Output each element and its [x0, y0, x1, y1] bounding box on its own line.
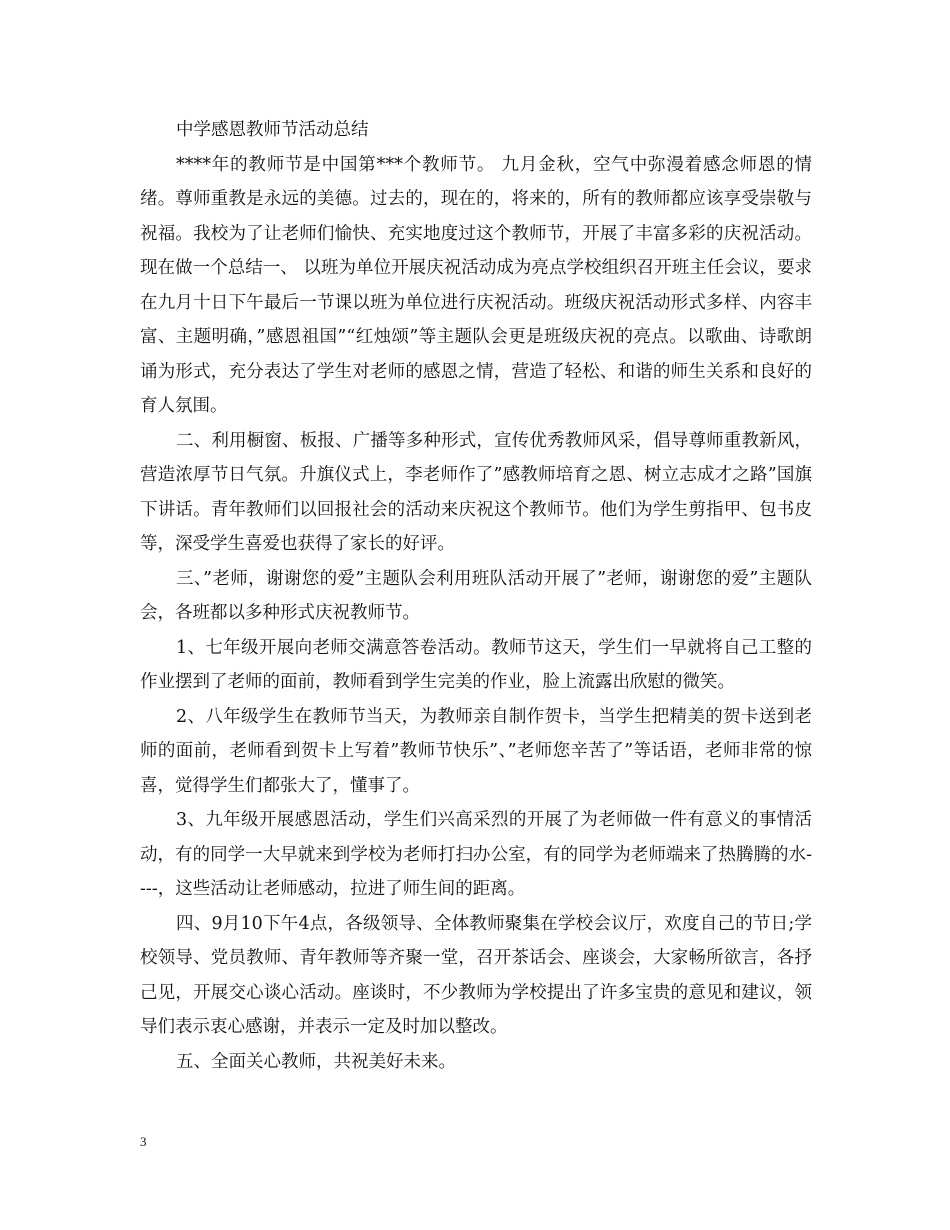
page-number: 3	[140, 1134, 147, 1149]
paragraph-item-3: 3、九年级开展感恩活动，学生们兴高采烈的开展了为老师做一件有意义的事情活动，有的同学一大早就来到学校为老师打扫办公室，有的同学为老师端来了热腾腾的水----，这些活动让老师感动，拉进了师生间的距离。	[140, 810, 812, 899]
paragraph-intro: ****年的教师节是中国第***个教师节。 九月金秋，空气中弥漫着感念师恩的情绪。尊师重教是永远的美德。过去的，现在的，将来的，所有的教师都应该享受崇敬与祝福。我校为了让老师们愉快、充实地度过这个教师节，开展了丰富多彩的庆祝活动。现在做一个总结一、 以班为单位开展庆祝活动成为亮点学校组织召开班主任会议，要求在九月十日下午最后一节课以班为单位进行庆祝活动。班级庆祝活动形式多样、内容丰富、主题明确，”感恩祖国”“红烛颂”等主题队会更是班级庆祝的亮点。以歌曲、诗歌朗诵为形式，充分表达了学生对老师的感恩之情，营造了轻松、和谐的师生关系和良好的育人氛围。	[140, 154, 812, 416]
paragraph-item-1: 1、七年级开展向老师交满意答卷活动。教师节这天，学生们一早就将自己工整的作业摆到了老师的面前，教师看到学生完美的作业，脸上流露出欣慰的微笑。	[140, 637, 812, 692]
paragraph-section-2: 二、利用橱窗、板报、广播等多种形式，宣传优秀教师风采，倡导尊师重教新风，营造浓厚节日气氛。升旗仪式上，李老师作了”感教师培育之恩、树立志成才之路”国旗下讲话。青年教师们以回报社会的活动来庆祝这个教师节。他们为学生剪指甲、包书皮等，深受学生喜爱也获得了家长的好评。	[140, 430, 812, 554]
paragraph-item-2: 2、八年级学生在教师节当天，为教师亲自制作贺卡，当学生把精美的贺卡送到老师的面前，老师看到贺卡上写着”教师节快乐”、”老师您辛苦了”等话语，老师非常的惊喜，觉得学生们都张大了，懂事了。	[140, 706, 812, 796]
paragraph-section-4: 四、9月10下午4点，各级领导、全体教师聚集在学校会议厅，欢度自己的节日;学校领导、党员教师、青年教师等齐聚一堂，召开茶话会、座谈会，大家畅所欲言，各抒己见，开展交心谈心活动。座谈时，不少教师为学校提出了许多宝贵的意见和建议，领导们表示衷心感谢，并表示一定及时加以整改。	[140, 913, 812, 1037]
document-body	[140, 113, 812, 1079]
paragraph-section-5: 五、全面关心教师，共祝美好未来。	[176, 1051, 456, 1072]
document-title: 中学感恩教师节活动总结	[176, 120, 369, 140]
paragraph-section-3: 三、”老师，谢谢您的爱”主题队会利用班队活动开展了”老师，谢谢您的爱”主题队会，各班都以多种形式庆祝教师节。	[140, 568, 812, 623]
